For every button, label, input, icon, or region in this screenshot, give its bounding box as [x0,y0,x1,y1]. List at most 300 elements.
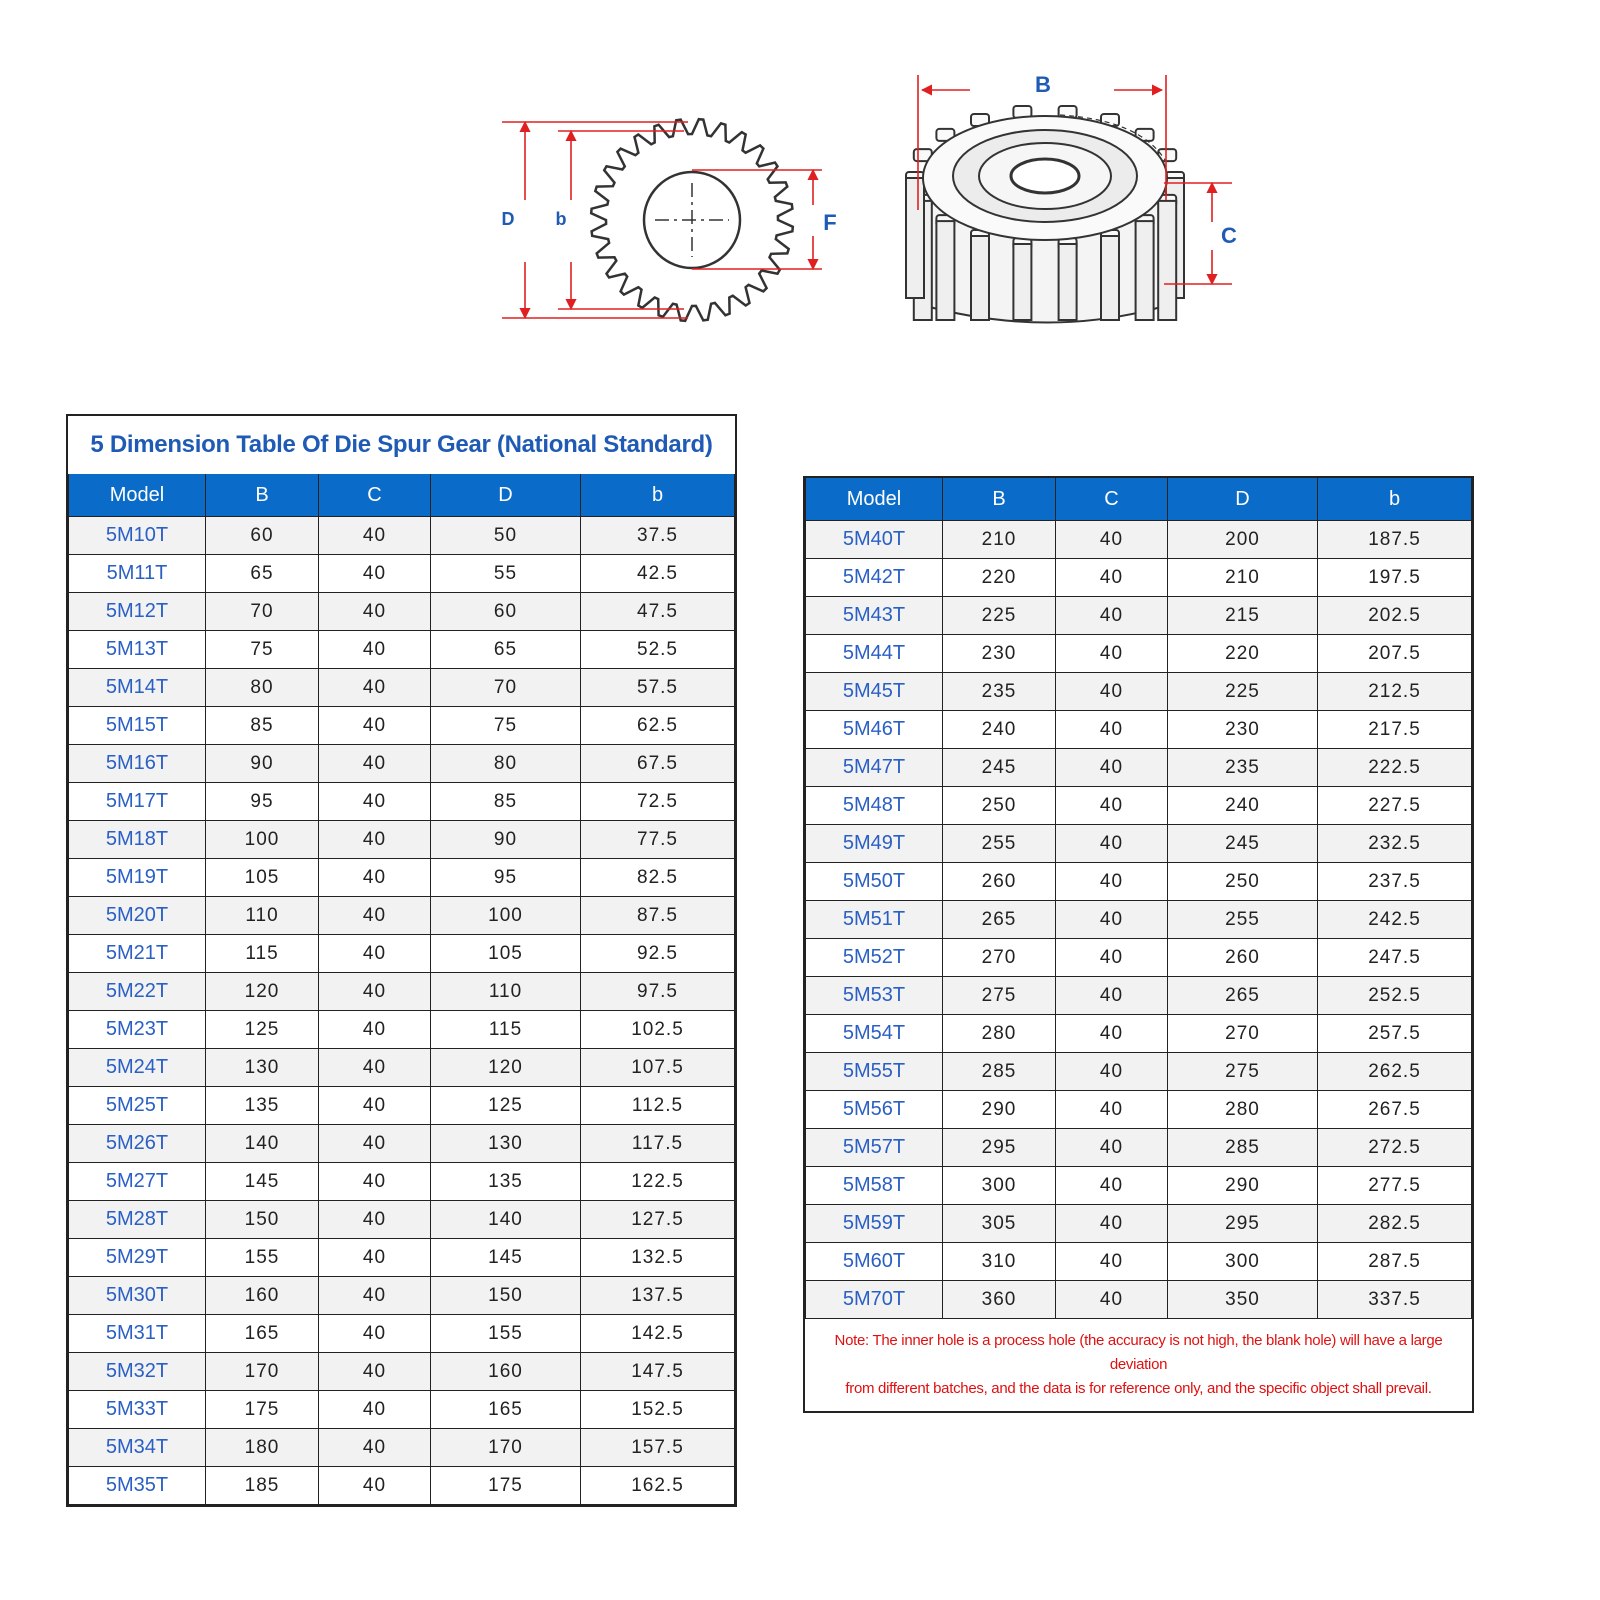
table-header-row [806,478,1472,521]
note-line-1: Note: The inner hole is a process hole (the accuracy is not high, the blank hole) will have a large deviation [834,1332,1443,1373]
cell-B: 175 [206,1391,319,1429]
cell-B: 305 [943,1205,1056,1243]
cell-b: 197.5 [1318,559,1472,597]
right-table [805,478,1472,1319]
table-row [69,555,735,593]
cell-b: 157.5 [581,1429,735,1467]
header-D: D [1168,478,1318,521]
label-b: b [555,209,567,229]
cell-B: 170 [206,1353,319,1391]
cell-b: 72.5 [581,783,735,821]
cell-B: 280 [943,1015,1056,1053]
cell-b: 262.5 [1318,1053,1472,1091]
cell-model: 5M28T [69,1201,206,1239]
cell-D: 160 [431,1353,581,1391]
cell-D: 275 [1168,1053,1318,1091]
cell-model: 5M30T [69,1277,206,1315]
table-row [69,1315,735,1353]
table-row [69,783,735,821]
cell-model: 5M45T [806,673,943,711]
cell-B: 250 [943,787,1056,825]
gear-diagram [0,0,1600,360]
cell-B: 65 [206,555,319,593]
cell-C: 40 [319,1087,431,1125]
cell-b: 97.5 [581,973,735,1011]
cell-D: 85 [431,783,581,821]
cell-D: 95 [431,859,581,897]
cell-B: 145 [206,1163,319,1201]
cell-model: 5M47T [806,749,943,787]
cell-D: 245 [1168,825,1318,863]
cell-model: 5M34T [69,1429,206,1467]
table-row [69,1467,735,1505]
cell-b: 282.5 [1318,1205,1472,1243]
cell-C: 40 [319,745,431,783]
table-row [69,859,735,897]
cell-b: 162.5 [581,1467,735,1505]
cell-b: 127.5 [581,1201,735,1239]
table-row [69,1201,735,1239]
table-row [69,1125,735,1163]
cell-b: 52.5 [581,631,735,669]
cell-B: 150 [206,1201,319,1239]
cell-model: 5M20T [69,897,206,935]
cell-D: 65 [431,631,581,669]
cell-B: 235 [943,673,1056,711]
cell-C: 40 [319,1239,431,1277]
cell-C: 40 [1056,977,1168,1015]
cell-D: 55 [431,555,581,593]
cell-model: 5M23T [69,1011,206,1049]
header-B: B [943,478,1056,521]
cell-model: 5M55T [806,1053,943,1091]
cell-B: 240 [943,711,1056,749]
table-row [806,711,1472,749]
cell-D: 50 [431,517,581,555]
cell-b: 272.5 [1318,1129,1472,1167]
cell-B: 160 [206,1277,319,1315]
table-row [806,901,1472,939]
label-C: C [1221,223,1237,248]
cell-D: 130 [431,1125,581,1163]
cell-C: 40 [1056,635,1168,673]
cell-b: 137.5 [581,1277,735,1315]
cell-C: 40 [319,517,431,555]
cell-model: 5M16T [69,745,206,783]
cell-B: 125 [206,1011,319,1049]
cell-B: 255 [943,825,1056,863]
cell-model: 5M10T [69,517,206,555]
cell-C: 40 [1056,901,1168,939]
cell-C: 40 [1056,1091,1168,1129]
cell-C: 40 [319,1049,431,1087]
cell-D: 290 [1168,1167,1318,1205]
cell-B: 165 [206,1315,319,1353]
cell-b: 122.5 [581,1163,735,1201]
cell-C: 40 [1056,597,1168,635]
header-model: Model [806,478,943,521]
cell-b: 207.5 [1318,635,1472,673]
cell-D: 255 [1168,901,1318,939]
cell-b: 257.5 [1318,1015,1472,1053]
table-row [69,1011,735,1049]
cell-b: 227.5 [1318,787,1472,825]
cell-C: 40 [1056,559,1168,597]
cell-model: 5M18T [69,821,206,859]
cell-C: 40 [319,1391,431,1429]
cell-B: 310 [943,1243,1056,1281]
cell-model: 5M60T [806,1243,943,1281]
cell-D: 270 [1168,1015,1318,1053]
side-tooth-flank [1059,244,1077,320]
table-row [69,593,735,631]
cell-B: 60 [206,517,319,555]
cell-model: 5M53T [806,977,943,1015]
cell-C: 40 [1056,825,1168,863]
cell-D: 285 [1168,1129,1318,1167]
table-row [806,673,1472,711]
cell-b: 37.5 [581,517,735,555]
table-row [806,1053,1472,1091]
label-F: F [823,210,837,235]
cell-C: 40 [1056,749,1168,787]
cell-D: 165 [431,1391,581,1429]
table-row [69,669,735,707]
cell-C: 40 [1056,521,1168,559]
cell-D: 235 [1168,749,1318,787]
side-tooth-flank [1136,221,1154,320]
table-row [69,1277,735,1315]
cell-C: 40 [1056,1167,1168,1205]
cell-C: 40 [319,859,431,897]
cell-b: 252.5 [1318,977,1472,1015]
cell-b: 112.5 [581,1087,735,1125]
cell-D: 150 [431,1277,581,1315]
cell-model: 5M29T [69,1239,206,1277]
table-row [69,935,735,973]
cell-C: 40 [319,1011,431,1049]
cell-b: 222.5 [1318,749,1472,787]
cell-model: 5M22T [69,973,206,1011]
cell-model: 5M56T [806,1091,943,1129]
cell-B: 180 [206,1429,319,1467]
table-row [69,1353,735,1391]
cell-C: 40 [319,821,431,859]
note [805,1319,1472,1411]
cell-model: 5M50T [806,863,943,901]
table-row [806,597,1472,635]
cell-B: 285 [943,1053,1056,1091]
cell-C: 40 [1056,711,1168,749]
cell-C: 40 [319,555,431,593]
cell-model: 5M32T [69,1353,206,1391]
table-row [806,977,1472,1015]
table-row [69,1087,735,1125]
cell-model: 5M15T [69,707,206,745]
header-model: Model [69,474,206,517]
header-C: C [319,474,431,517]
header-b: b [1318,478,1472,521]
cell-B: 135 [206,1087,319,1125]
table-row [806,635,1472,673]
cell-b: 102.5 [581,1011,735,1049]
cell-D: 135 [431,1163,581,1201]
cell-D: 210 [1168,559,1318,597]
cell-C: 40 [1056,1129,1168,1167]
table-row [806,559,1472,597]
cell-D: 220 [1168,635,1318,673]
cell-b: 62.5 [581,707,735,745]
cell-C: 40 [319,897,431,935]
cell-model: 5M35T [69,1467,206,1505]
cell-model: 5M24T [69,1049,206,1087]
cell-b: 287.5 [1318,1243,1472,1281]
dimension-table-left [66,414,737,1507]
cell-model: 5M13T [69,631,206,669]
cell-B: 210 [943,521,1056,559]
cell-B: 230 [943,635,1056,673]
cell-C: 40 [1056,1243,1168,1281]
cell-D: 140 [431,1201,581,1239]
label-B: B [1035,72,1051,97]
cell-C: 40 [1056,1281,1168,1319]
cell-C: 40 [319,1353,431,1391]
left-table [68,474,735,1505]
table-title: 5 Dimension Table Of Die Spur Gear (National Standard) [90,431,713,458]
table-row [69,973,735,1011]
cell-C: 40 [319,669,431,707]
cell-model: 5M12T [69,593,206,631]
cell-B: 95 [206,783,319,821]
cell-model: 5M58T [806,1167,943,1205]
cell-model: 5M42T [806,559,943,597]
cell-B: 245 [943,749,1056,787]
cell-model: 5M17T [69,783,206,821]
side-tooth-flank [1158,201,1176,320]
side-tooth-flank [971,236,989,320]
cell-B: 300 [943,1167,1056,1205]
cell-C: 40 [1056,1205,1168,1243]
cell-C: 40 [319,1277,431,1315]
cell-B: 275 [943,977,1056,1015]
cell-model: 5M59T [806,1205,943,1243]
header-b: b [581,474,735,517]
cell-D: 260 [1168,939,1318,977]
table-row [69,1163,735,1201]
table-row [806,939,1472,977]
table-row [806,521,1472,559]
table-row [69,1391,735,1429]
front-view-gear [591,119,793,321]
cell-B: 225 [943,597,1056,635]
cell-D: 80 [431,745,581,783]
cell-b: 152.5 [581,1391,735,1429]
cell-C: 40 [319,707,431,745]
cell-b: 107.5 [581,1049,735,1087]
cell-B: 105 [206,859,319,897]
table-row [69,631,735,669]
cell-B: 290 [943,1091,1056,1129]
cell-model: 5M26T [69,1125,206,1163]
cell-D: 225 [1168,673,1318,711]
cell-D: 70 [431,669,581,707]
table-row [806,1281,1472,1319]
cell-B: 360 [943,1281,1056,1319]
cell-B: 75 [206,631,319,669]
note-line-2: from different batches, and the data is for reference only, and the specific object shall prevail. [845,1380,1432,1397]
cell-model: 5M31T [69,1315,206,1353]
cell-D: 240 [1168,787,1318,825]
header-B: B [206,474,319,517]
cell-C: 40 [1056,863,1168,901]
cell-b: 147.5 [581,1353,735,1391]
dimension-table-right [803,476,1474,1413]
side-tooth-flank [936,221,954,320]
cell-model: 5M44T [806,635,943,673]
table-row [69,1239,735,1277]
cell-C: 40 [319,1163,431,1201]
table-row [806,1129,1472,1167]
cell-b: 242.5 [1318,901,1472,939]
cell-B: 70 [206,593,319,631]
cell-B: 85 [206,707,319,745]
side-view-gear [906,106,1184,323]
cell-b: 267.5 [1318,1091,1472,1129]
cell-C: 40 [1056,1015,1168,1053]
cell-C: 40 [319,593,431,631]
cell-D: 75 [431,707,581,745]
cell-D: 145 [431,1239,581,1277]
cell-b: 232.5 [1318,825,1472,863]
header-D: D [431,474,581,517]
cell-b: 77.5 [581,821,735,859]
table-row [806,1167,1472,1205]
cell-D: 300 [1168,1243,1318,1281]
cell-C: 40 [319,1429,431,1467]
cell-D: 125 [431,1087,581,1125]
cell-B: 90 [206,745,319,783]
cell-C: 40 [1056,787,1168,825]
cell-B: 295 [943,1129,1056,1167]
cell-D: 60 [431,593,581,631]
cell-b: 67.5 [581,745,735,783]
cell-model: 5M21T [69,935,206,973]
cell-D: 250 [1168,863,1318,901]
side-tooth-flank [906,178,924,298]
cell-B: 185 [206,1467,319,1505]
cell-C: 40 [319,783,431,821]
cell-b: 47.5 [581,593,735,631]
cell-b: 247.5 [1318,939,1472,977]
table-row [69,897,735,935]
cell-B: 140 [206,1125,319,1163]
cell-C: 40 [319,1467,431,1505]
cell-B: 115 [206,935,319,973]
table-row [806,1205,1472,1243]
cell-b: 337.5 [1318,1281,1472,1319]
cell-b: 82.5 [581,859,735,897]
cell-C: 40 [1056,939,1168,977]
cell-model: 5M46T [806,711,943,749]
cell-B: 80 [206,669,319,707]
cell-D: 175 [431,1467,581,1505]
cell-model: 5M33T [69,1391,206,1429]
cell-C: 40 [319,935,431,973]
cell-C: 40 [319,973,431,1011]
cell-D: 90 [431,821,581,859]
cell-D: 155 [431,1315,581,1353]
cell-model: 5M14T [69,669,206,707]
cell-b: 217.5 [1318,711,1472,749]
side-tooth-flank [1101,236,1119,320]
cell-b: 92.5 [581,935,735,973]
cell-b: 42.5 [581,555,735,593]
cell-model: 5M27T [69,1163,206,1201]
table-row [69,1429,735,1467]
header-C: C [1056,478,1168,521]
cell-model: 5M70T [806,1281,943,1319]
cell-B: 130 [206,1049,319,1087]
cell-C: 40 [319,1201,431,1239]
cell-C: 40 [319,631,431,669]
cell-B: 120 [206,973,319,1011]
cell-D: 120 [431,1049,581,1087]
table-row [806,863,1472,901]
label-D: D [501,209,515,229]
cell-model: 5M25T [69,1087,206,1125]
cell-model: 5M51T [806,901,943,939]
cell-D: 115 [431,1011,581,1049]
cell-b: 212.5 [1318,673,1472,711]
cell-D: 110 [431,973,581,1011]
cell-model: 5M40T [806,521,943,559]
cell-D: 170 [431,1429,581,1467]
table-header-row [69,474,735,517]
cell-b: 132.5 [581,1239,735,1277]
cell-b: 117.5 [581,1125,735,1163]
cell-D: 295 [1168,1205,1318,1243]
table-row [806,825,1472,863]
table-row [69,745,735,783]
table-row [69,517,735,555]
cell-b: 277.5 [1318,1167,1472,1205]
table-row [806,749,1472,787]
cell-b: 87.5 [581,897,735,935]
cell-model: 5M57T [806,1129,943,1167]
cell-D: 265 [1168,977,1318,1015]
cell-B: 155 [206,1239,319,1277]
cell-b: 57.5 [581,669,735,707]
cell-D: 200 [1168,521,1318,559]
bore-hole [1011,159,1079,193]
table-row [806,1091,1472,1129]
cell-B: 265 [943,901,1056,939]
side-tooth-flank [1013,244,1031,320]
cell-B: 270 [943,939,1056,977]
cell-b: 202.5 [1318,597,1472,635]
cell-model: 5M49T [806,825,943,863]
table-row [69,707,735,745]
cell-D: 100 [431,897,581,935]
cell-model: 5M48T [806,787,943,825]
cell-B: 110 [206,897,319,935]
cell-B: 260 [943,863,1056,901]
cell-D: 105 [431,935,581,973]
cell-C: 40 [319,1125,431,1163]
table-row [806,1015,1472,1053]
cell-C: 40 [1056,673,1168,711]
table-row [806,1243,1472,1281]
